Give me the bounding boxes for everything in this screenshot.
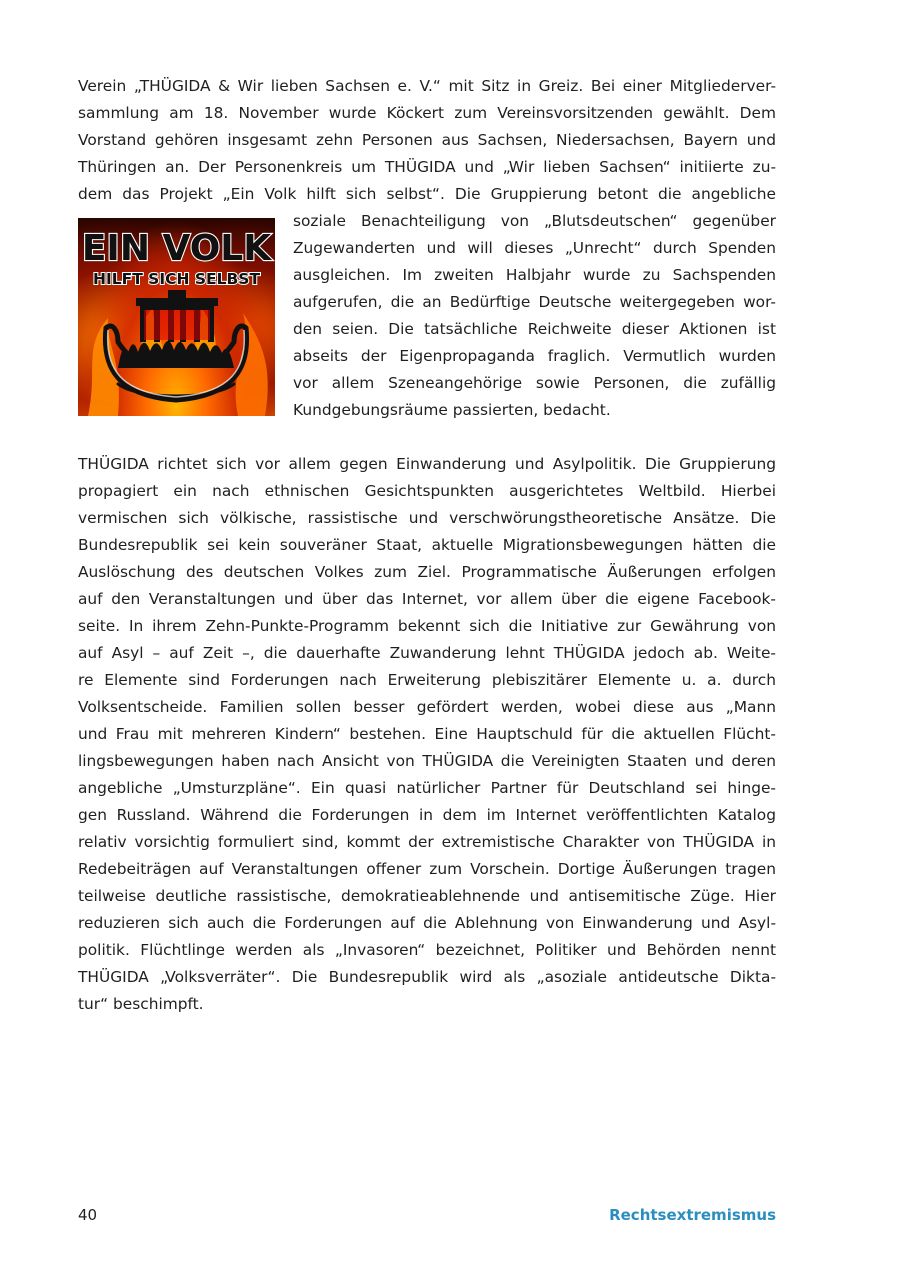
text-line: auf den Veranstaltungen und über das Internet, vor allem über die eigene Facebook-: [78, 590, 776, 608]
text-line: Volksentscheide. Familien sollen besser gefördert werden, wobei diese aus „Mann: [78, 698, 776, 716]
text-line: reduzieren sich auch die Forderungen auf die Ablehnung von Einwanderung und Asyl-: [78, 914, 776, 932]
text-line: Zugewanderten und will dieses „Unrecht“ durch Spenden: [293, 239, 776, 257]
text-line: Redebeiträgen auf Veranstaltungen offener zum Vorschein. Dortige Äußerungen tragen: [78, 860, 776, 878]
paragraph-1-top: [78, 73, 776, 208]
text-line: dem das Projekt „Ein Volk hilft sich selbst“. Die Gruppierung betont die angebliche: [78, 185, 776, 203]
text-line: THÜGIDA „Volksverräter“. Die Bundesrepublik wird als „asoziale antideutsche Dikta-: [78, 968, 776, 986]
text-line: Vorstand gehören insgesamt zehn Personen aus Sachsen, Niedersachsen, Bayern und: [78, 131, 776, 149]
text-line: THÜGIDA richtet sich vor allem gegen Einwanderung und Asylpolitik. Die Gruppierung: [78, 455, 776, 473]
text-line: soziale Benachteiligung von „Blutsdeutschen“ gegenüber: [293, 212, 776, 230]
text-line: und Frau mit mehreren Kindern“ bestehen. Eine Hauptschuld für die aktuellen Flücht-: [78, 725, 776, 743]
text-line: politik. Flüchtlinge werden als „Invasoren“ bezeichnet, Politiker und Behörden nennt: [78, 941, 776, 959]
text-line: teilweise deutliche rassistische, demokratieablehnende und antisemitische Züge. Hier: [78, 887, 776, 905]
text-line: angebliche „Umsturzpläne“. Ein quasi natürlicher Partner für Deutschland sei hinge-: [78, 779, 776, 797]
text-line: tur“ beschimpft.: [78, 995, 204, 1013]
text-line: lingsbewegungen haben nach Ansicht von THÜGIDA die Vereinigten Staaten und deren: [78, 752, 776, 770]
crowd-icon: [118, 341, 234, 368]
text-line: den seien. Die tatsächliche Reichweite dieser Aktionen ist: [293, 320, 776, 338]
image-title-line-2: HILFT SICH SELBST: [92, 270, 261, 288]
text-line: vor allem Szeneangehörige sowie Personen, die zufällig: [293, 374, 776, 392]
paragraph-2: [78, 451, 776, 1018]
text-line: ausgleichen. Im zweiten Halbjahr wurde zu Sachspenden: [293, 266, 776, 284]
text-line: Verein „THÜGIDA & Wir lieben Sachsen e. V.“ mit Sitz in Greiz. Bei einer Mitgliederver-: [78, 77, 776, 95]
brandenburg-gate-icon: [136, 290, 218, 342]
section-title: Rechtsextremismus: [609, 1206, 776, 1224]
page-number: 40: [78, 1206, 98, 1224]
text-line: Thüringen an. Der Personenkreis um THÜGIDA und „Wir lieben Sachsen“ initiierte zu-: [78, 158, 776, 176]
text-line: propagiert ein nach ethnischen Gesichtspunkten ausgerichtetes Weltbild. Hierbei: [78, 482, 776, 500]
text-line: seite. In ihrem Zehn-Punkte-Programm bekennt sich die Initiative zur Gewährung von: [78, 617, 776, 635]
text-line: relativ vorsichtig formuliert sind, kommt der extremistische Charakter von THÜGIDA in: [78, 833, 776, 851]
text-line: vermischen sich völkische, rassistische und verschwörungstheoretische Ansätze. Die: [78, 509, 776, 527]
image-title-line-1: EIN VOLK: [81, 228, 272, 269]
text-line: Kundgebungsräume passierten, bedacht.: [293, 401, 611, 419]
text-line: re Elemente sind Forderungen nach Erweiterung plebiszitärer Elemente u. a. durch: [78, 671, 776, 689]
ein-volk-hilft-sich-selbst-image: [78, 218, 275, 416]
text-line: gen Russland. Während die Forderungen in dem im Internet veröffentlichten Katalog: [78, 806, 776, 824]
text-line: abseits der Eigenpropaganda fraglich. Vermutlich wurden: [293, 347, 776, 365]
text-line: Bundesrepublik sei kein souveräner Staat, aktuelle Migrationsbewegungen hätten die: [78, 536, 776, 554]
text-line: auf Asyl – auf Zeit –, die dauerhafte Zuwanderung lehnt THÜGIDA jedoch ab. Weite-: [78, 644, 776, 662]
text-line: Auslöschung des deutschen Volkes zum Ziel. Programmatische Äußerungen erfolgen: [78, 563, 776, 581]
text-line: sammlung am 18. November wurde Köckert zum Vereinsvorsitzenden gewählt. Dem: [78, 104, 776, 122]
text-line: aufgerufen, die an Bedürftige Deutsche weitergegeben wor-: [293, 293, 776, 311]
paragraph-1-wrapped: [293, 208, 776, 424]
